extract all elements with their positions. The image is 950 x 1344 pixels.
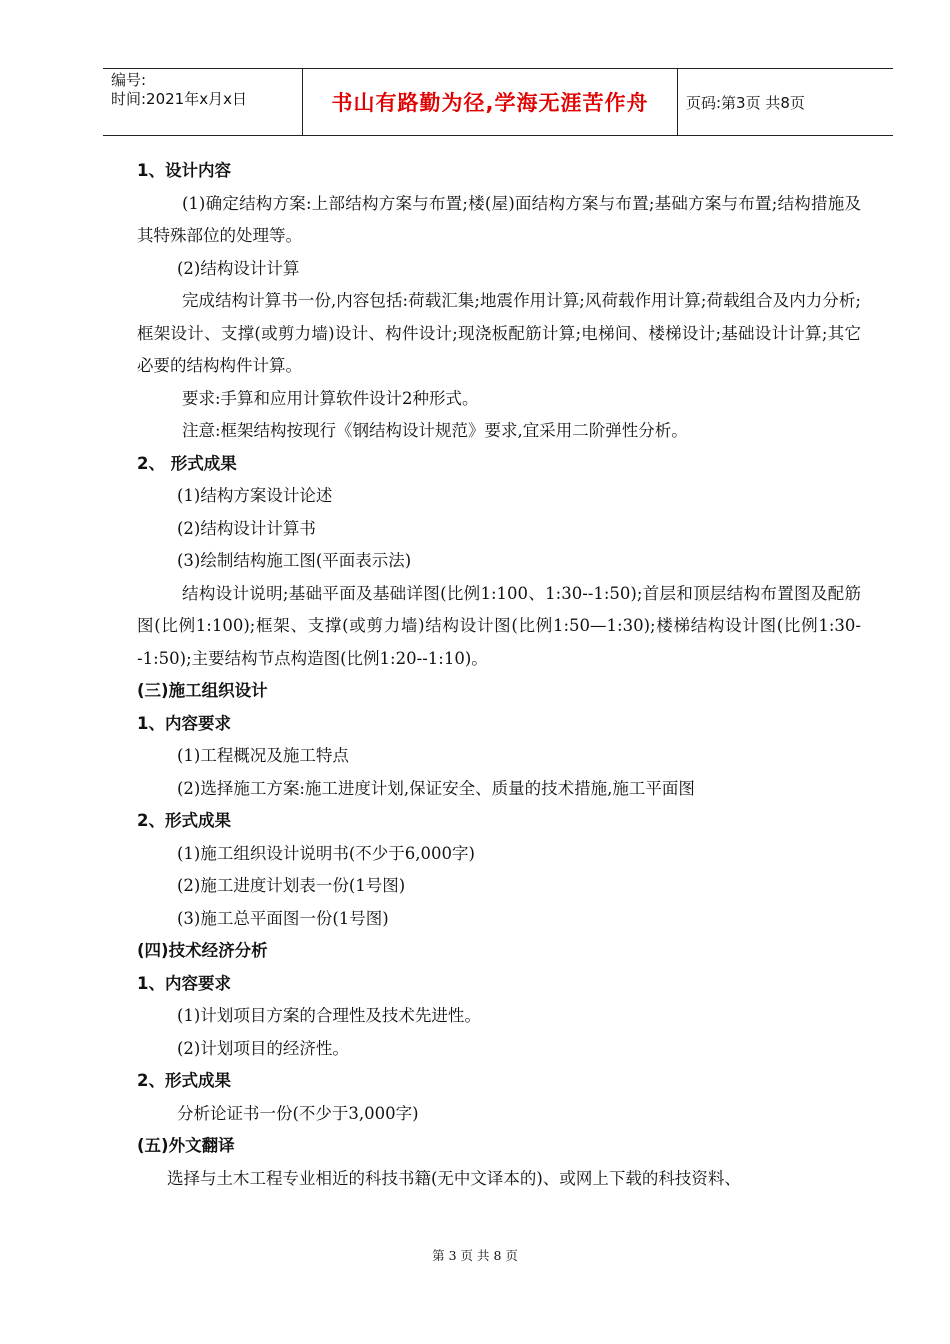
chapter-heading: (三)施工组织设计 [137, 681, 268, 700]
list-item: (1)计划项目方案的合理性及技术先进性。 [177, 1006, 481, 1025]
list-item: (1)结构方案设计论述 [177, 486, 333, 505]
section-heading: 2、形式成果 [137, 811, 231, 830]
document-body [137, 155, 861, 1195]
header-motto: 书山有路勤为径,学海无涯苦作舟 [303, 69, 678, 135]
list-item: (3)施工总平面图一份(1号图) [177, 908, 389, 928]
paragraph: 结构设计说明;基础平面及基础详图(比例1:100、1:30--1:50);首层和顶层结构布置图及配筋图(比例1:100);框架、支撑(或剪力墙)结构设计图(比例1:50—1:30);楼梯结构设计图(比例1:30--1:50);主要结构节点构造图(比例1:20--1:10)。 [137, 583, 861, 668]
list-item: (1)施工组织设计说明书(不少于6,000字) [177, 843, 475, 863]
section-heading: 1、内容要求 [137, 713, 231, 733]
section-heading: 1、设计内容 [137, 161, 231, 180]
time-label: 时间:2021年x月x日 [111, 90, 247, 108]
list-item: (2)结构设计计算 [177, 258, 300, 278]
list-item: (3)绘制结构施工图(平面表示法) [177, 551, 412, 570]
section-heading: 1、内容要求 [137, 973, 231, 993]
chapter-heading: (五)外文翻译 [137, 1136, 235, 1155]
number-label: 编号: [111, 71, 147, 89]
page-header [103, 68, 893, 136]
section-heading: 2、 形式成果 [137, 453, 237, 473]
paragraph: 完成结构计算书一份,内容包括:荷载汇集;地震作用计算;风荷载作用计算;荷载组合及内力分析;框架设计、支撑(或剪力墙)设计、构件设计;现浇板配筋计算;电梯间、楼梯设计;基础设计计算;其它必要的结构构件计算。 [137, 291, 861, 375]
list-item: (2)施工进度计划表一份(1号图) [177, 876, 406, 895]
chapter-heading: (四)技术经济分析 [137, 941, 268, 960]
list-item: (2)选择施工方案:施工进度计划,保证安全、质量的技术措施,施工平面图 [177, 778, 695, 798]
paragraph: 分析论证书一份(不少于3,000字) [177, 1103, 419, 1123]
page-footer: 第 3 页 共 8 页 [432, 1248, 518, 1263]
paragraph: 要求:手算和应用计算软件设计2种形式。 [182, 388, 479, 408]
list-item: (1)工程概况及施工特点 [177, 746, 349, 765]
header-meta [103, 69, 303, 135]
paragraph: (1)确定结构方案:上部结构方案与布置;楼(屋)面结构方案与布置;基础方案与布置;结构措施及其特殊部位的处理等。 [137, 193, 861, 245]
header-page-info: 页码:第3页 共8页 [686, 93, 805, 112]
section-heading: 2、形式成果 [137, 1071, 231, 1090]
paragraph: 选择与土木工程专业相近的科技书籍(无中文译本的)、或网上下载的科技资料、 [167, 1168, 741, 1188]
list-item: (2)计划项目的经济性。 [177, 1038, 349, 1058]
list-item: (2)结构设计计算书 [177, 518, 316, 538]
paragraph: 注意:框架结构按现行《钢结构设计规范》要求,宜采用二阶弹性分析。 [182, 421, 688, 440]
